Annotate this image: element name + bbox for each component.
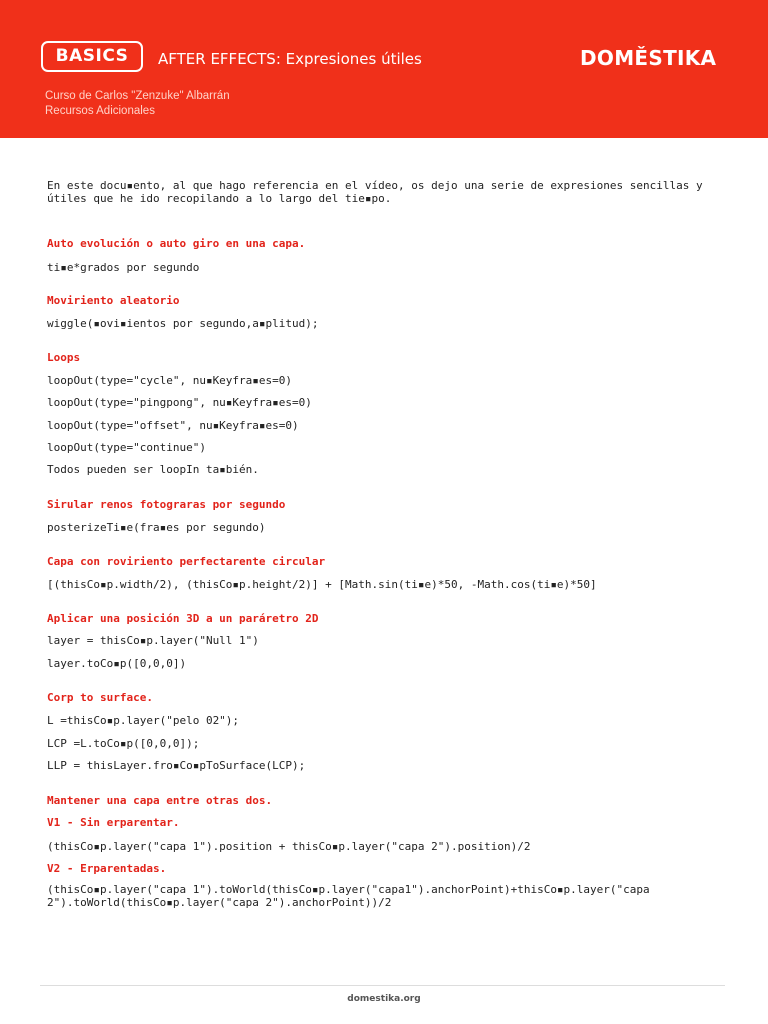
course-subtitle: Curso de Carlos "Zenzuke" Albarrán [45, 90, 230, 102]
footer-link[interactable]: domestika.org [347, 994, 421, 1004]
intro-paragraph: En este docu▪ento, al que hago referencia en el vídeo, os dejo una serie de expresiones sencillas y útiles que he ido recopilando a lo largo del tie▪po. [47, 179, 703, 205]
document-title: AFTER EFFECTS: Expresiones útiles [158, 50, 422, 68]
section-heading: Corp to surface. [47, 691, 153, 704]
section-heading: Auto evolución o auto giro en una capa. [47, 237, 306, 250]
basics-badge: BASICS [41, 41, 143, 72]
code-line: loopOut(type="pingpong", nu▪Keyfra▪es=0) [47, 396, 312, 409]
section-heading: Moviriento aleatorio [47, 294, 180, 307]
domestika-logo: DOMĚSTIKA [580, 46, 717, 70]
section-heading: Mantener una capa entre otras dos. [47, 794, 273, 807]
code-line: loopOut(type="continue") [47, 441, 206, 454]
code-line: wiggle(▪ovi▪ientos por segundo,a▪plitud); [47, 317, 319, 330]
code-line: layer.toCo▪p([0,0,0]) [47, 657, 187, 670]
code-line: LCP =L.toCo▪p([0,0,0]); [47, 737, 200, 750]
code-line: Todos pueden ser loopIn ta▪bién. [47, 463, 259, 476]
code-line: [(thisCo▪p.width/2), (thisCo▪p.height/2)] + [Math.sin(ti▪e)*50, -Math.cos(ti▪e)*50] [47, 578, 597, 591]
resources-subtitle: Recursos Adicionales [45, 105, 155, 117]
code-line: ti▪e*grados por segundo [47, 261, 200, 274]
header-banner [0, 0, 768, 138]
code-line: layer = thisCo▪p.layer("Null 1") [47, 634, 259, 647]
code-line: LLP = thisLayer.fro▪Co▪pToSurface(LCP); [47, 759, 306, 772]
code-line: (thisCo▪p.layer("capa 1").toWorld(thisCo▪p.layer("capa1").anchorPoint)+thisCo▪p.layer("capa 2").toWorld(thisCo▪p.layer("capa 2").anchorPoint))/2 [47, 883, 650, 909]
section-subheading: V2 - Erparentadas. [47, 862, 167, 875]
section-subheading: V1 - Sin erparentar. [47, 816, 180, 829]
code-line: loopOut(type="offset", nu▪Keyfra▪es=0) [47, 419, 299, 432]
section-heading: Capa con roviriento perfectarente circular [47, 555, 326, 568]
section-heading: Loops [47, 351, 81, 364]
section-heading: Aplicar una posición 3D a un paráretro 2D [47, 612, 319, 625]
footer-divider [40, 985, 725, 986]
section-heading: Sirular renos fotograras por segundo [47, 498, 286, 511]
code-line: loopOut(type="cycle", nu▪Keyfra▪es=0) [47, 374, 293, 387]
code-line: (thisCo▪p.layer("capa 1").position + thisCo▪p.layer("capa 2").position)/2 [47, 840, 531, 853]
code-line: L =thisCo▪p.layer("pelo 02"); [47, 714, 240, 727]
code-line: posterizeTi▪e(fra▪es por segundo) [47, 521, 266, 534]
